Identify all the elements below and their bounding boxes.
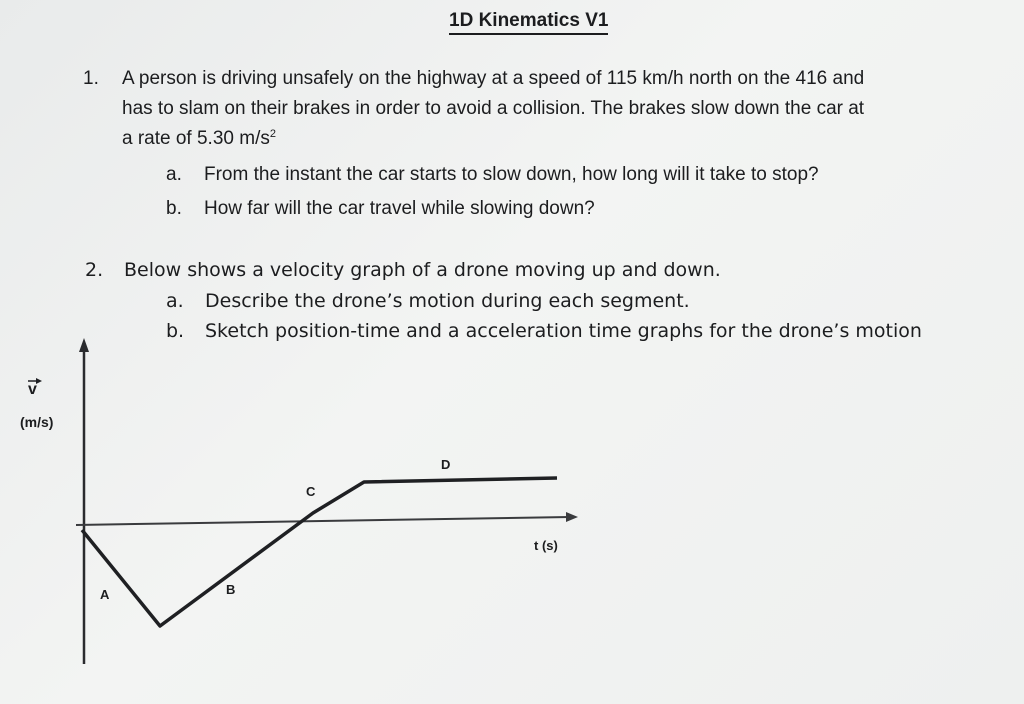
segment-label-a: A — [100, 587, 110, 602]
question-1b-letter: b. — [166, 198, 182, 219]
question-1-line-3-text: a rate of 5.30 m/s — [122, 128, 270, 149]
question-2-text: Below shows a velocity graph of a drone moving up and down. — [124, 259, 721, 281]
question-1b-text: How far will the car travel while slowing down? — [204, 198, 595, 219]
x-axis-label: t (s) — [534, 538, 558, 553]
question-2-number: 2. — [85, 259, 104, 281]
x-axis-arrow — [566, 512, 578, 522]
question-1-number: 1. — [83, 68, 99, 89]
y-axis-arrow — [79, 338, 89, 352]
y-axis-unit: (m/s) — [20, 414, 54, 430]
question-2a-letter: a. — [166, 290, 184, 312]
question-2b-text: Sketch position-time and a acceleration time graphs for the drone’s motion — [205, 320, 922, 342]
question-1a-letter: a. — [166, 164, 182, 185]
x-axis — [76, 517, 570, 525]
question-2b-letter: b. — [166, 320, 185, 342]
velocity-line — [82, 478, 557, 626]
segment-label-c: C — [306, 484, 316, 499]
y-axis-symbol: v — [28, 381, 37, 398]
question-2a-text: Describe the drone’s motion during each segment. — [205, 290, 690, 312]
question-1-line-1: A person is driving unsafely on the highway at a speed of 115 km/h north on the 416 and — [122, 68, 865, 89]
question-1a-text: From the instant the car starts to slow down, how long will it take to stop? — [204, 164, 819, 185]
segment-label-d: D — [441, 457, 451, 472]
question-1-exponent: 2 — [269, 128, 276, 140]
page-title: 1D Kinematics V1 — [449, 10, 608, 35]
question-1-line-2: has to slam on their brakes in order to avoid a collision. The brakes slow down the car at — [122, 98, 865, 119]
segment-label-b: B — [226, 582, 236, 597]
